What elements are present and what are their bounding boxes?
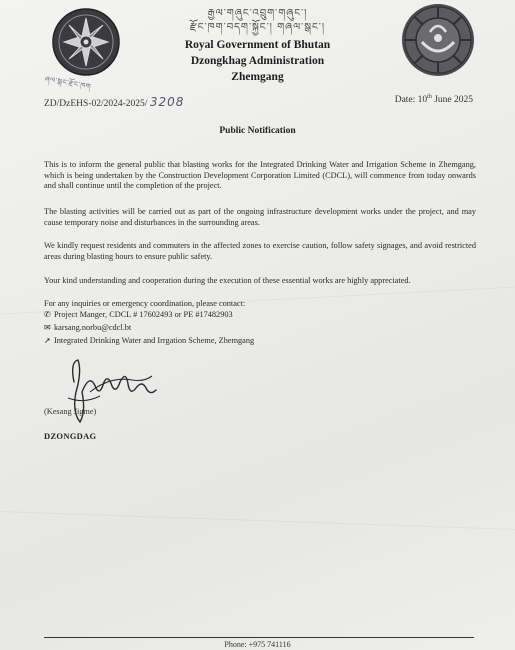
reference-number — [44, 95, 184, 109]
letterhead-title-government: Royal Government of Bhutan — [184, 39, 331, 51]
footer-divider — [44, 637, 474, 638]
reference-handwritten: 3208 — [149, 95, 185, 109]
contact-email-line — [44, 323, 131, 333]
letterhead-title-administration: Dzongkhag Administration — [190, 55, 325, 67]
reference-prefix: ZD/DzEHS-02/2024-2025/ — [44, 99, 148, 109]
dzongkha-heading-line2: རྫོང་ཁག་བདག་སྐྱོང་། གཞལ་སྒང་། — [189, 22, 326, 33]
handwritten-signature — [60, 352, 170, 428]
date-rest: June 2025 — [431, 95, 473, 106]
dzongkhag-emblem-right — [400, 2, 476, 78]
contact-location: Integrated Drinking Water and Irrgation Scheme, Zhemgang — [54, 336, 255, 345]
signatory-name: (Kesang Jigme) — [44, 407, 97, 416]
body-paragraph-2: The blasting activities will be carried out as part of the ongoing infrastructure development works under the project, and may cause temporary noise and disturbances in the surrounding areas. — [44, 207, 476, 227]
contact-email[interactable]: karsang.norbu@cdcl.bt — [54, 323, 132, 332]
paper-crease — [0, 511, 515, 530]
contact-intro: For any inquiries or emergency coordination, please contact: — [44, 299, 246, 308]
body-paragraph-3: We kindly request residents and commuters in the affected zones to exercise caution, follow safety signages, and avoid restricted areas during blasting hours to ensure public safety. — [44, 241, 476, 261]
body-paragraph-1: This is to inform the general public that blasting works for the Integrated Drinking Water and Irrigation Scheme in Zhemgang, which is being undertaken by the Construction Development Corporation Limited (CDCL), will commence from today onwards and shall continue until the completion of the project. — [44, 160, 476, 190]
pin-icon: ➚ — [44, 336, 51, 345]
signatory-office: DZONGDAG — [44, 431, 97, 441]
email-icon: ✉ — [44, 323, 51, 332]
notice-title: Public Notification — [219, 126, 296, 136]
body-paragraph-4: Your kind understanding and cooperation during the execution of these essential works are highly appreciated. — [44, 276, 411, 285]
dzongkhag-emblem-left — [50, 6, 122, 78]
dzongkha-heading-line1: རྒྱལ་གཞུང་འབྲུག་གཞུང་། — [207, 8, 308, 19]
letter-date — [395, 94, 473, 105]
contact-location-line — [44, 336, 254, 346]
date-suffix: th — [427, 94, 432, 100]
contact-phone-line — [44, 310, 233, 320]
letterhead-title-zhemgang: Zhemgang — [231, 71, 284, 83]
footer-phone: Phone: +975 741116 — [224, 640, 291, 649]
phone-icon: ✆ — [44, 310, 51, 319]
seal-script: ཞལ་སྒང་རྫོང་ཁག — [44, 75, 92, 92]
contact-phone: Project Manger, CDCL # 17602493 or PE #17482903 — [54, 310, 233, 319]
date-label: Date: 10 — [394, 95, 428, 106]
